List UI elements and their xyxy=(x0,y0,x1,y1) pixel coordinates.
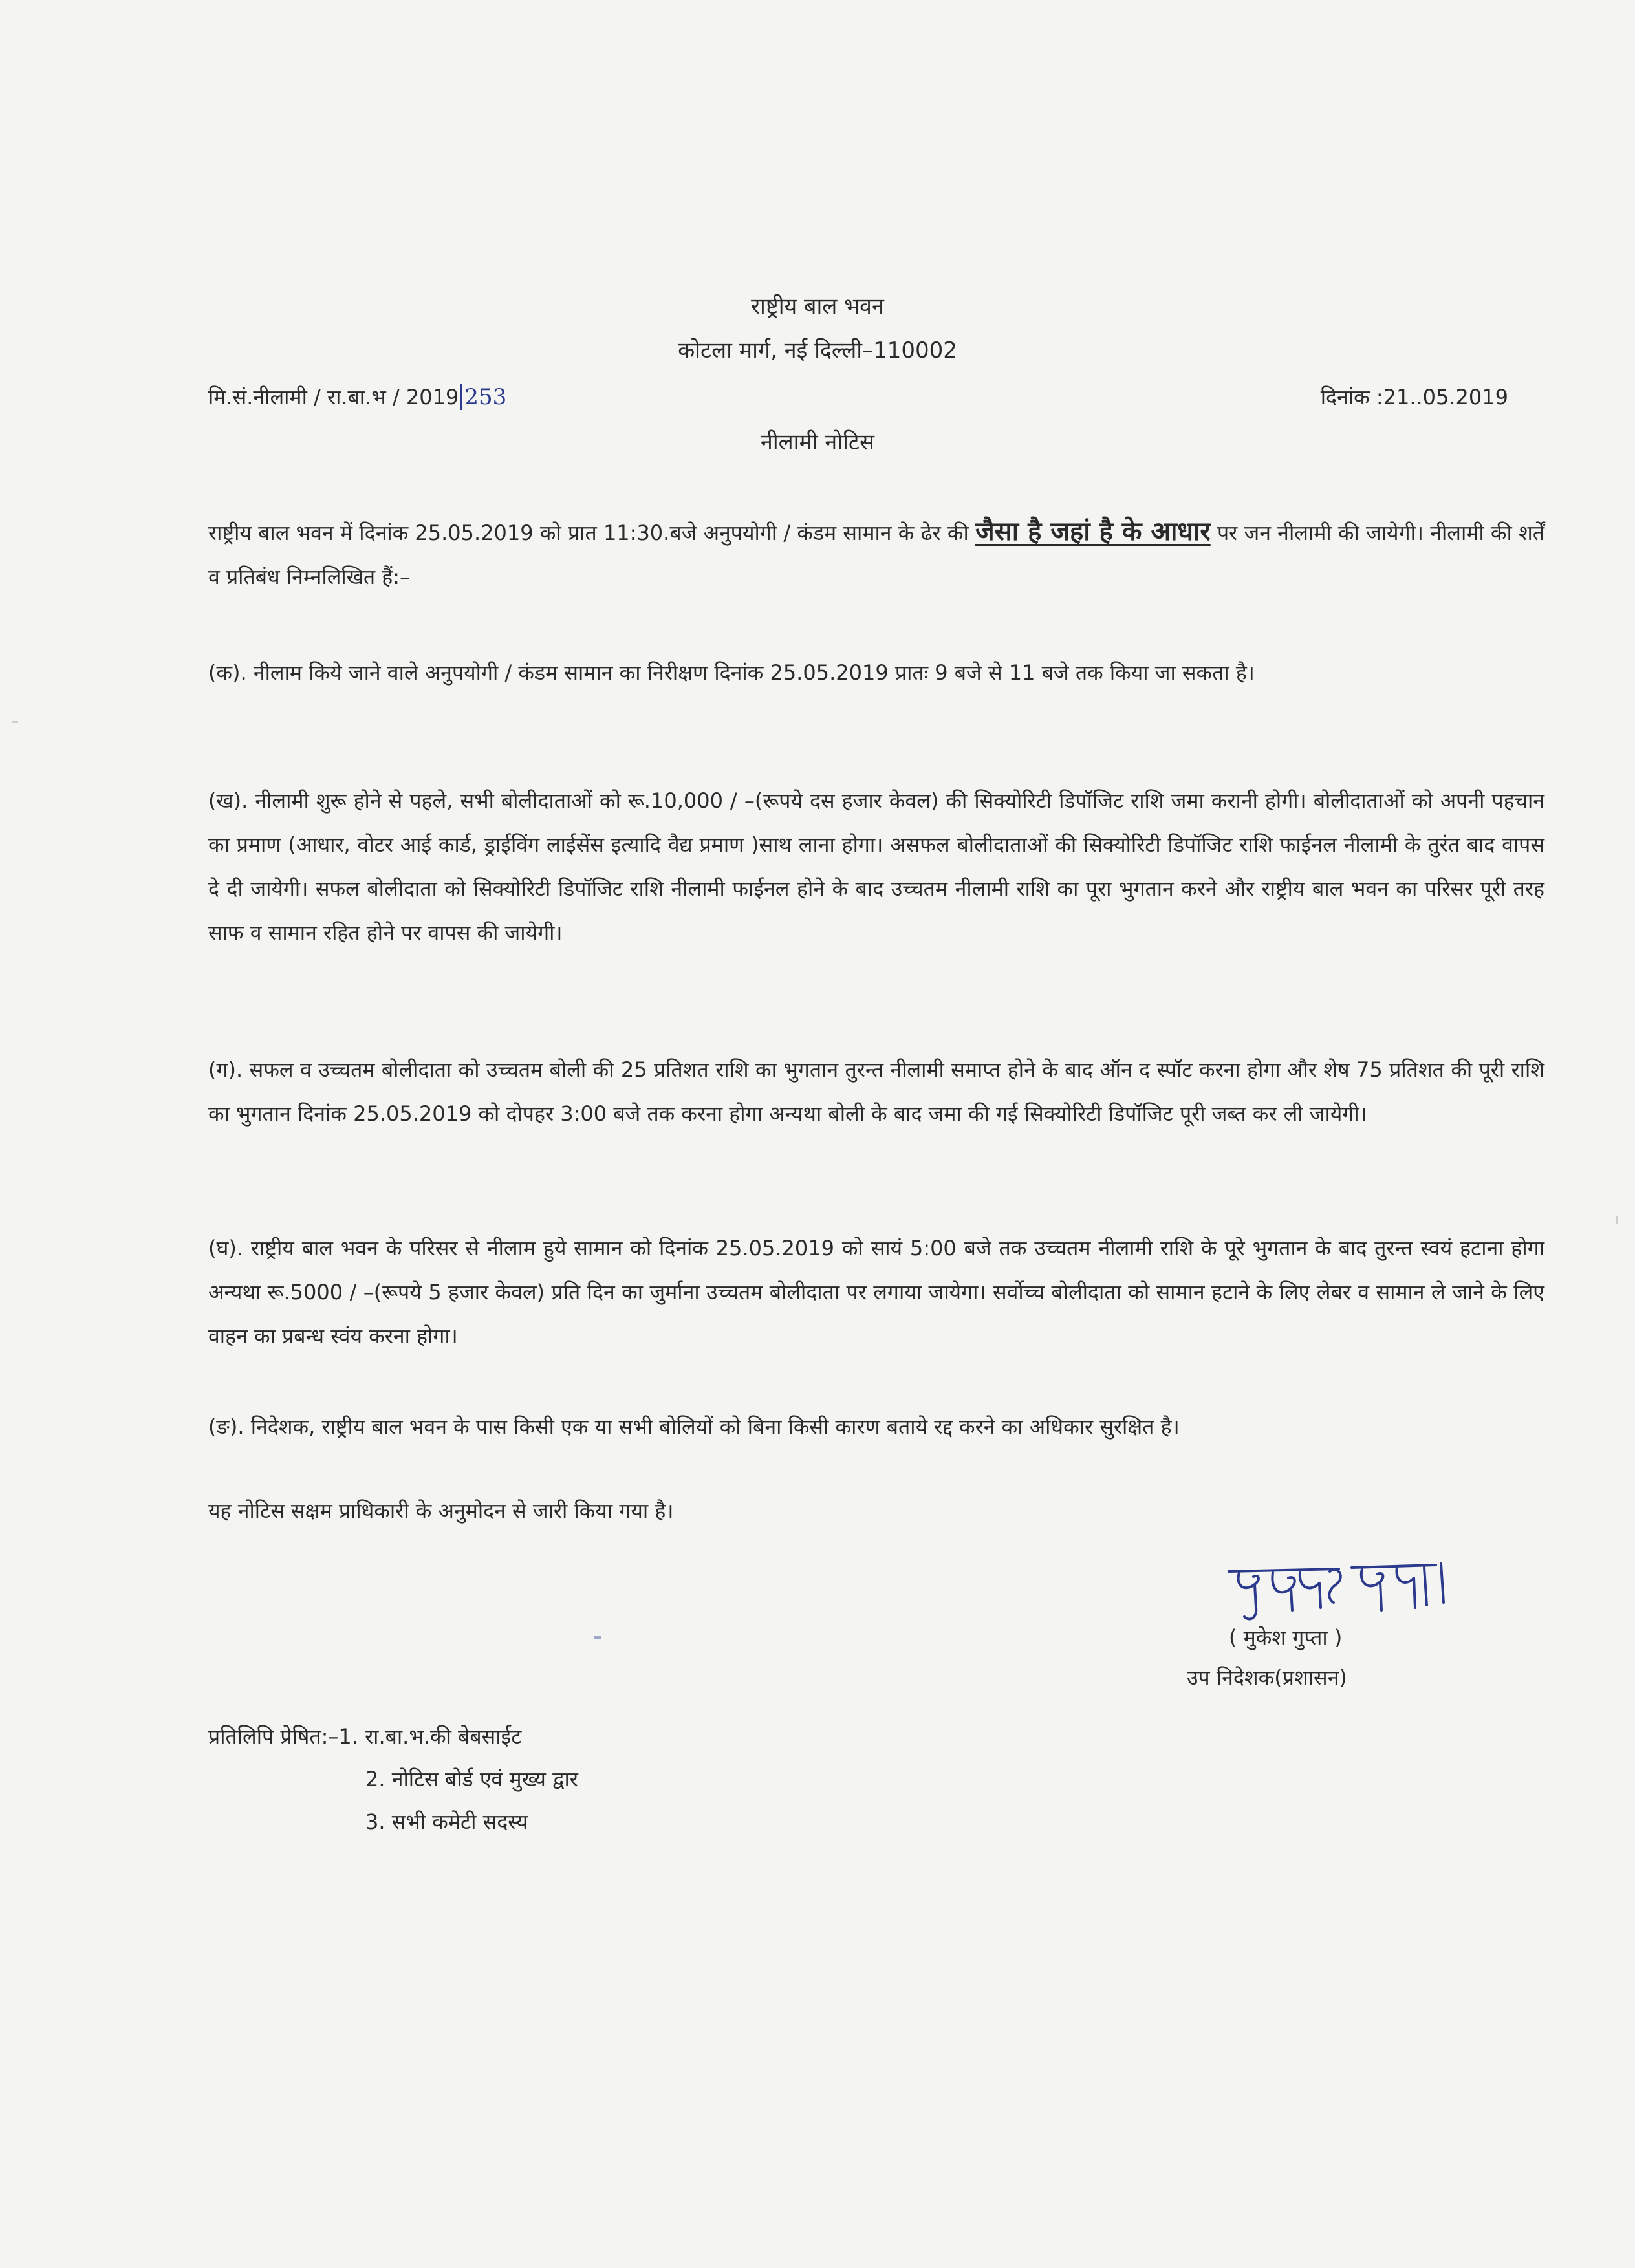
intro-emphasis: जैसा है जहां है के आधार xyxy=(975,517,1211,546)
notice-date: दिनांक :21..05.2019 xyxy=(1320,385,1508,409)
margin-mark xyxy=(1616,1216,1618,1224)
signatory-name: ( मुकेश गुप्ता ) xyxy=(1229,1625,1343,1650)
copy-to-label xyxy=(208,1715,521,1758)
clause-kha: (ख). नीलामी शुरू होने से पहले, सभी बोलीदाताओं को रू.10,000 / –(रूपये दस हजार केवल) की सिक्योरिटी डिपॉजिट राशि जमा करानी होगी। बोलीदाताओं को अपनी पहचान का प्रमाण (आधार, वोटर आई कार्ड, ड्राईविंग लाईसेंस इत्यादि वैद्य प्रमाण )साथ लाना होगा। असफल बोलीदाताओं की सिक्योरिटी डिपॉजिट राशि फाईनल नीलामी के तुरंत बाद वापस दे दी जायेगी। सफल बोलीदाता को सिक्योरिटी डिपॉजिट राशि नीलामी फाईनल होने के बाद उच्चतम नीलामी राशि का पूरा भुगतान करने और राष्ट्रीय बाल भवन का परिसर पूरी तरह साफ व सामान रहित होने पर वापस की जायेगी। xyxy=(208,788,1544,945)
copy-to-item-2: 2. नोटिस बोर्ड एवं मुख्य द्वार xyxy=(365,1767,578,1791)
copy-to-item-1: 1. रा.बा.भ.की बेबसाईट xyxy=(338,1724,522,1749)
intro-text-before: राष्ट्रीय बाल भवन में दिनांक 25.05.2019 को प्रात 11:30.बजे अनुपयोगी / कंडम सामान के ढेर की xyxy=(208,521,976,545)
approval-note: यह नोटिस सक्षम प्राधिकारी के अनुमोदन से जारी किया गया है। xyxy=(208,1498,674,1523)
reference-number xyxy=(208,383,506,411)
ink-speck xyxy=(594,1636,601,1639)
org-address: कोटला मार्ग, नई दिल्ली–110002 xyxy=(678,338,957,363)
reference-number-text: मि.सं.नीलामी / रा.बा.भ / 2019 xyxy=(208,385,459,409)
org-name: राष्ट्रीय बाल भवन xyxy=(751,294,884,319)
clause-gha: (घ). राष्ट्रीय बाल भवन के परिसर से नीलाम हुये सामान को दिनांक 25.05.2019 को सायं 5:00 बजे तक उच्चतम नीलामी राशि के पूरे भुगतान के बाद तुरन्त स्वयं हटाना होगा अन्यथा रू.5000 / –(रूपये 5 हजार केवल) प्रति दिन का जुर्माना उच्चतम बोलीदाता पर लगाया जायेगा। सर्वोच्च बोलीदाता को सामान हटाने के लिए लेबर व सामान ले जाने के लिए वाहन का प्रबन्ध स्वंय करना होगा। xyxy=(208,1236,1544,1348)
clause-ka: (क). नीलाम किये जाने वाले अनुपयोगी / कंडम सामान का निरीक्षण दिनांक 25.05.2019 प्रातः 9 बजे से 11 बजे तक किया जा सकता है। xyxy=(208,660,1255,685)
signatory-designation: उप निदेशक(प्रशासन) xyxy=(1187,1665,1347,1690)
intro-text-after: पर जन नीलामी की जायेगी। नीलामी की शर्तें व प्रतिबंध निम्नलिखित हैं:– xyxy=(208,521,1545,589)
margin-mark xyxy=(12,721,18,723)
copy-to-item-3: 3. सभी कमेटी सदस्य xyxy=(365,1809,528,1834)
handwritten-reference-suffix: 253 xyxy=(460,384,506,410)
clause-ga: (ग). सफल व उच्चतम बोलीदाता को उच्चतम बोली की 25 प्रतिशत राशि का भुगतान तुरन्त नीलामी समाप्त होने के बाद ऑन द स्पॉट करना होगा और शेष 75 प्रतिशत की पूरी राशि का भुगतान दिनांक 25.05.2019 को दोपहर 3:00 बजे तक करना होगा अन्यथा बोली के बाद जमा की गई सिक्योरिटी डिपॉजिट पूरी जब्त कर ली जायेगी। xyxy=(208,1057,1544,1126)
copy-to-label-text: प्रतिलिपि प्रेषित:– xyxy=(208,1724,339,1749)
clause-nga: (ङ). निदेशक, राष्ट्रीय बाल भवन के पास किसी एक या सभी बोलियों को बिना किसी कारण बताये रद्द करने का अधिकार सुरक्षित है। xyxy=(208,1414,1180,1439)
intro-paragraph xyxy=(208,510,1544,599)
handwritten-signature xyxy=(1216,1546,1462,1630)
notice-title: नीलामी नोटिस xyxy=(760,429,875,455)
